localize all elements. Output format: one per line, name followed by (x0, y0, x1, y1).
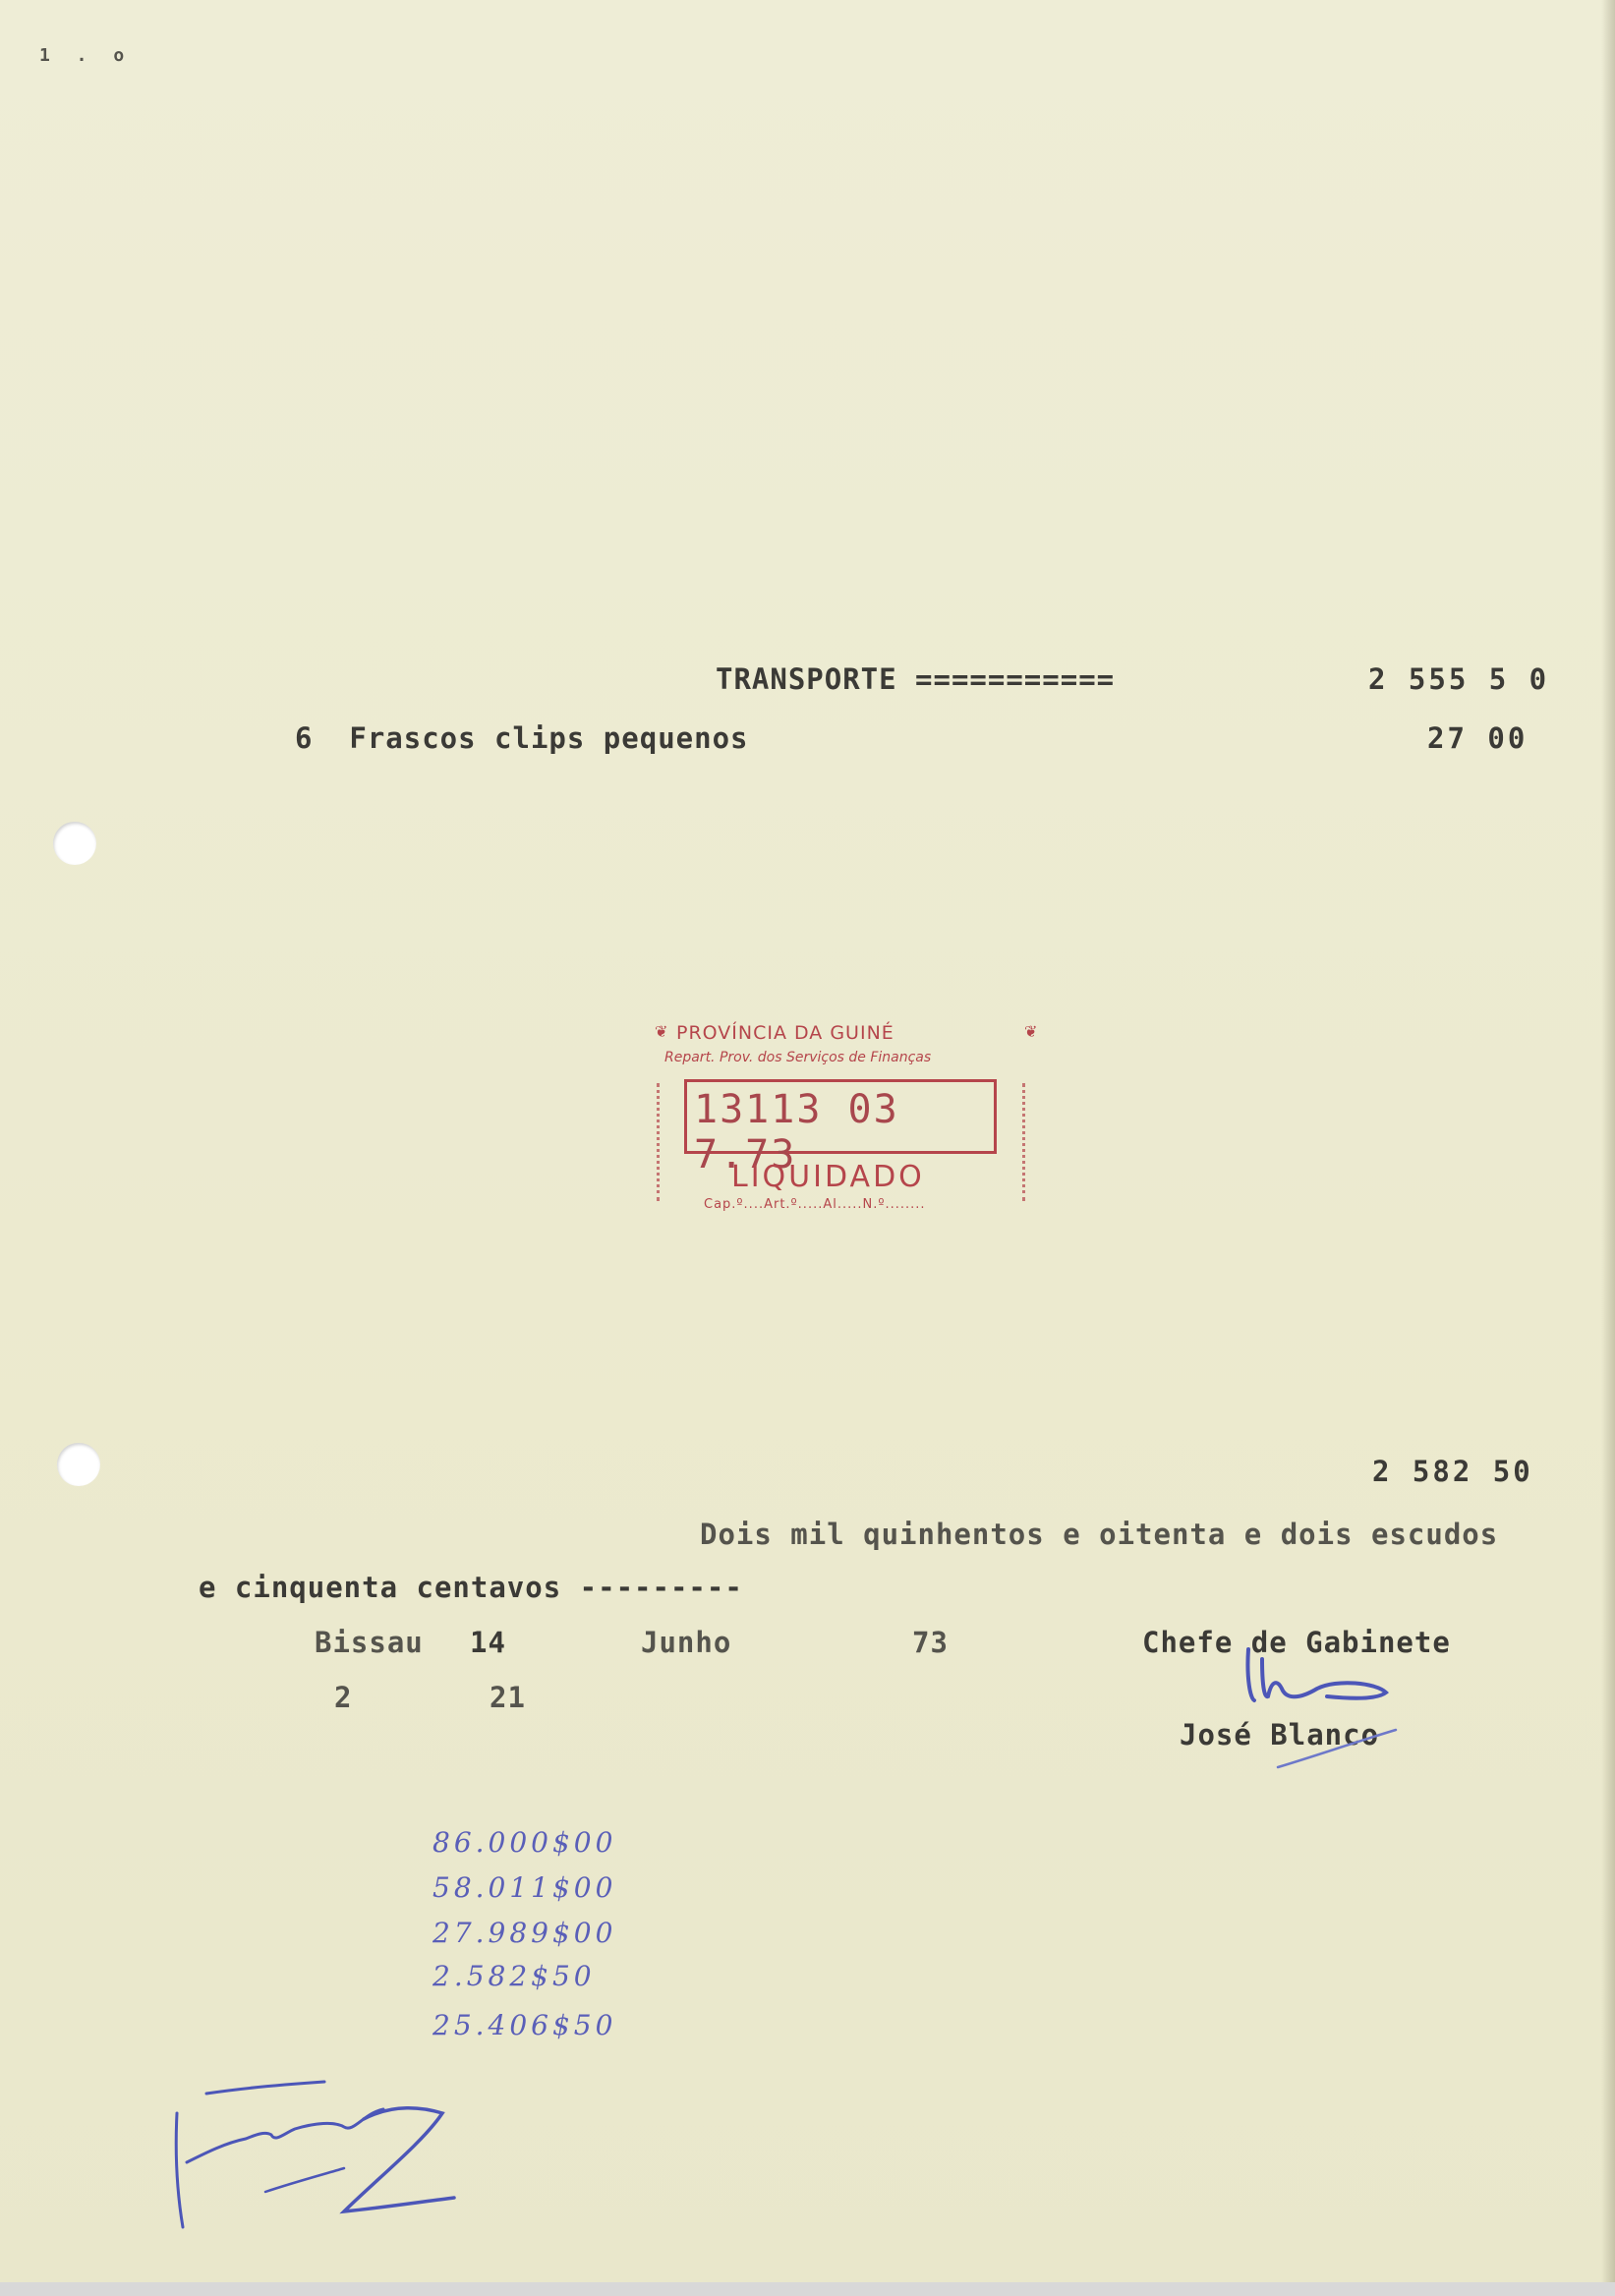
page-edge-shadow (1601, 0, 1615, 2296)
stamp-title: PROVÍNCIA DA GUINÉ (676, 1022, 894, 1044)
ref-number-a: 2 (334, 1681, 353, 1714)
handwritten-note-2: 58.011$00 (433, 1871, 617, 1904)
page-marks: 1 . o (39, 45, 133, 66)
amount-in-words-line2: e cinquenta centavos --------- (199, 1571, 743, 1604)
date-year: 73 (912, 1626, 949, 1659)
stamp-emblem-right-icon: ❦ (1024, 1022, 1038, 1041)
liquidation-stamp (651, 1018, 1038, 1215)
handwritten-note-3: 27.989$00 (433, 1917, 617, 1949)
handwritten-note-4: 2.582$50 (433, 1960, 596, 1992)
punch-hole-top (53, 822, 96, 865)
transport-label: TRANSPORTE =========== (716, 662, 1116, 696)
handwritten-signature-bottom-left (147, 2044, 482, 2241)
signer-name: José Blanco (1180, 1718, 1380, 1751)
handwritten-note-1: 86.000$00 (433, 1826, 617, 1859)
stamp-border-right (1016, 1083, 1025, 1201)
signer-title: Chefe de Gabinete (1142, 1626, 1451, 1659)
stamp-fields: Cap.º....Art.º.....Al.....N.º........ (704, 1197, 926, 1212)
transport-amount: 2 555 5 0 (1368, 662, 1550, 696)
stamp-emblem-icon: ❦ (655, 1022, 668, 1041)
item-line: 6 Frascos clips pequenos (295, 721, 749, 755)
date-day: 14 (470, 1626, 506, 1659)
date-place: Bissau (315, 1626, 424, 1659)
stamp-number: 13113 03 7.73 (694, 1087, 899, 1177)
total-amount: 2 582 50 (1372, 1455, 1533, 1488)
ref-number-b: 21 (490, 1681, 526, 1714)
scan-background-strip (0, 2282, 1615, 2296)
stamp-subtitle: Repart. Prov. dos Serviços de Finanças (664, 1050, 932, 1065)
handwritten-note-5: 25.406$50 (433, 2009, 617, 2041)
date-month: Junho (641, 1626, 732, 1659)
amount-in-words-line1: Dois mil quinhentos e oitenta e dois escudos (700, 1518, 1499, 1551)
punch-hole-bottom (57, 1443, 100, 1486)
chief-signature-scribble (1229, 1639, 1415, 1777)
stamp-border-left (657, 1083, 665, 1201)
stamp-status: LIQUIDADO (731, 1160, 925, 1194)
item-amount: 27 00 (1427, 721, 1528, 755)
